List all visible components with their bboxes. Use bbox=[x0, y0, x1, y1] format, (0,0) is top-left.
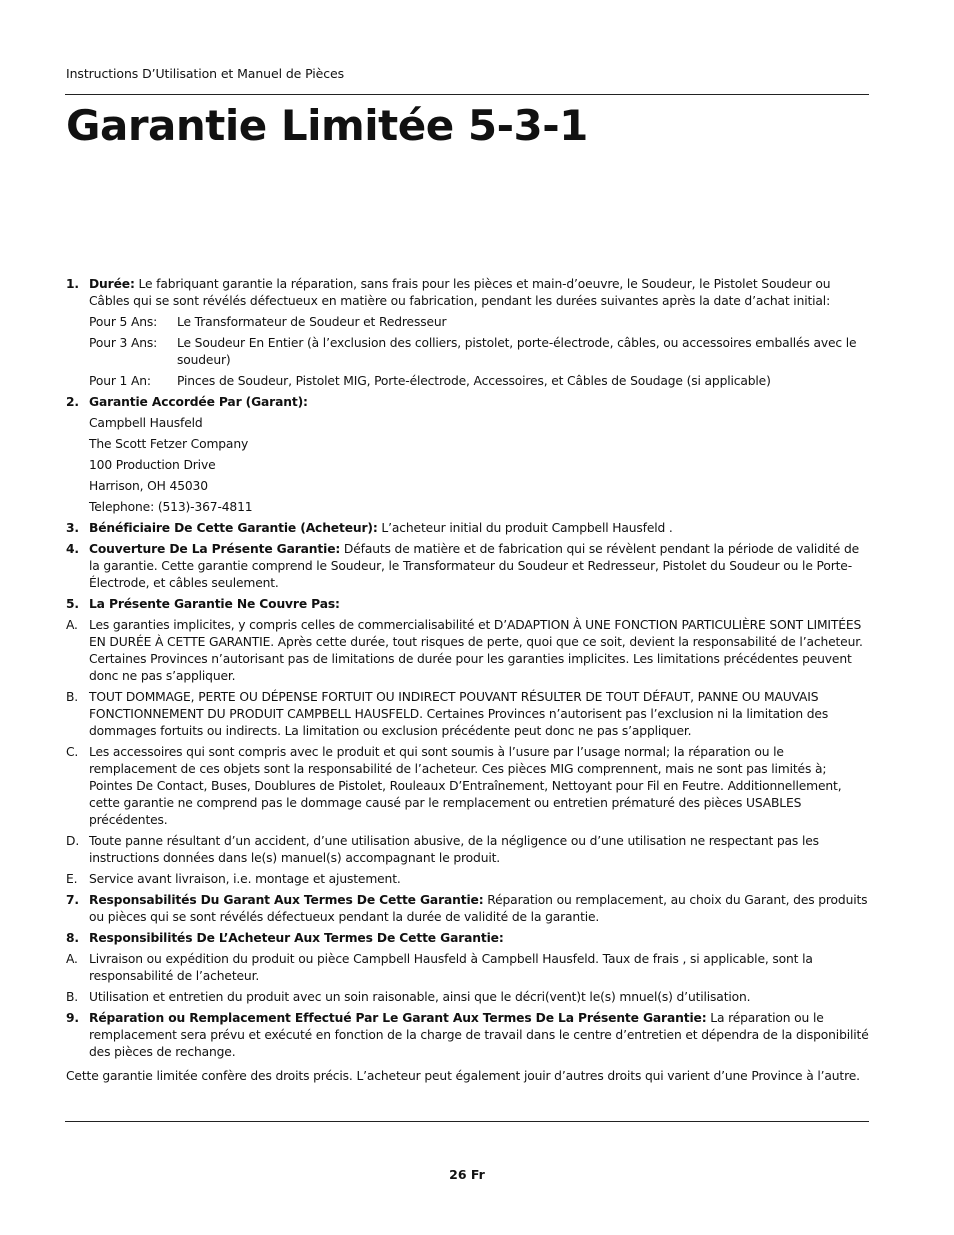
list-text: Service avant livraison, i.e. montage et ajustement. bbox=[89, 872, 401, 886]
list-text: Livraison ou expédition du produit ou pièce Campbell Hausfeld à Campbell Hausfeld. Taux de frais , si applicable, sont la responsabilité de l’acheteur. bbox=[89, 952, 813, 983]
list-letter: B. bbox=[66, 690, 79, 704]
period-row bbox=[89, 335, 872, 369]
list-letter: A. bbox=[66, 952, 78, 966]
section-label: La Présente Garantie Ne Couvre Pas: bbox=[89, 597, 340, 611]
section-label: Responsibilités De L’Acheteur Aux Termes De Cette Garantie: bbox=[89, 931, 504, 945]
period-label: Pour 1 An: bbox=[89, 374, 151, 388]
section-number: 1. bbox=[66, 277, 79, 291]
list-letter: A. bbox=[66, 618, 78, 632]
list-item bbox=[66, 689, 872, 740]
section-number: 3. bbox=[66, 521, 79, 535]
section-exclusions bbox=[66, 596, 872, 613]
list-letter: C. bbox=[66, 745, 79, 759]
section-label: Durée: bbox=[89, 277, 135, 291]
period-row bbox=[89, 373, 872, 390]
section-number: 4. bbox=[66, 542, 79, 556]
address-line: The Scott Fetzer Company bbox=[89, 437, 249, 451]
section-purchaser bbox=[66, 520, 872, 537]
list-text: Utilisation et entretien du produit avec un soin raisonable, ainsi que le décri(vent)t le(s) mnuel(s) d’utilisation. bbox=[89, 990, 751, 1004]
section-repair-timing bbox=[66, 1010, 872, 1061]
running-header: Instructions D’Utilisation et Manuel de Pièces bbox=[66, 66, 345, 81]
section-text: L’acheteur initial du produit Campbell Hausfeld . bbox=[377, 521, 673, 535]
header-rule bbox=[65, 94, 869, 95]
period-value: Le Soudeur En Entier (à l’exclusion des colliers, pistolet, porte-électrode, câbles, ou accessoires emballés avec le soudeur) bbox=[177, 336, 857, 367]
warranty-body bbox=[66, 276, 872, 1086]
section-purchaser-responsibilities bbox=[66, 930, 872, 947]
address-line: 100 Production Drive bbox=[89, 458, 216, 472]
list-item bbox=[66, 833, 872, 867]
list-item bbox=[66, 989, 872, 1006]
section-number: 7. bbox=[66, 893, 79, 907]
section-text: Défauts de matière et de fabrication qui se révèlent pendant la période de validité de la garantie. Cette garantie comprend le Soudeur, le Transformateur du Soudeur et Redresseur, Pistolet du Soudeur ou le Porte-Électrode, et câbles seulement. bbox=[89, 542, 860, 590]
period-row bbox=[89, 314, 872, 331]
list-text: Toute panne résultant d’un accident, d’une utilisation abusive, de la négligence ou d’une utilisation ne respectant pas les instructions données dans le(s) manuel(s) accompagnant le produit. bbox=[89, 834, 819, 865]
list-text: Les garanties implicites, y compris celles de commercialisabilité et D’ADAPTION À UNE FONCTION PARTICULIÈRE SONT LIMITÉES EN DURÉE À CETTE GARANTIE. Après cette durée, tout risques de perte, quoi que ce soit, devient la responsabilité de l’acheteur. Certaines Provinces n’autorisant pas de limitations de durée pour les garanties implicites. Les limitations précédentes peuvent donc ne pas s’appliquer. bbox=[89, 618, 863, 683]
section-text: Réparation ou remplacement, au choix du Garant, des produits ou pièces qui se sont révélés défectueux pendant la durée de validité de la garantie. bbox=[89, 893, 868, 924]
section-number: 8. bbox=[66, 931, 79, 945]
section-warrantor bbox=[66, 394, 872, 411]
list-item bbox=[66, 951, 872, 985]
footer-rule bbox=[65, 1121, 869, 1122]
list-item bbox=[66, 617, 872, 685]
closing-paragraph: Cette garantie limitée confère des droits précis. L’acheteur peut également jouir d’autres droits qui varient d’une Province à l’autre. bbox=[66, 1069, 860, 1083]
address-line: Telephone: (513)-367-4811 bbox=[89, 500, 253, 514]
section-number: 5. bbox=[66, 597, 79, 611]
page-title: Garantie Limitée 5-3-1 bbox=[66, 101, 588, 150]
period-value: Pinces de Soudeur, Pistolet MIG, Porte-électrode, Accessoires, et Câbles de Soudage (si applicable) bbox=[177, 374, 771, 388]
page-number: 26 Fr bbox=[449, 1167, 485, 1182]
list-text: TOUT DOMMAGE, PERTE OU DÉPENSE FORTUIT OU INDIRECT POUVANT RÉSULTER DE TOUT DÉFAUT, PANNE OU MAUVAIS FONCTIONNEMENT DU PRODUIT CAMPBELL HAUSFELD. Certaines Provinces n’autorisent pas l’exclusion ni la limitation des dommages fortuits ou indirects. La limitation ou exclusion précédente peut donc ne pas s’appliquer. bbox=[89, 690, 829, 738]
section-label: Réparation ou Remplacement Effectué Par Le Garant Aux Termes De La Présente Garantie: bbox=[89, 1011, 707, 1025]
list-letter: B. bbox=[66, 990, 79, 1004]
address-line: Campbell Hausfeld bbox=[89, 416, 203, 430]
period-label: Pour 3 Ans: bbox=[89, 336, 158, 350]
list-letter: E. bbox=[66, 872, 78, 886]
section-label: Bénéficiaire De Cette Garantie (Acheteur): bbox=[89, 521, 378, 535]
section-coverage bbox=[66, 541, 872, 592]
list-item bbox=[66, 744, 872, 829]
section-label: Responsabilités Du Garant Aux Termes De Cette Garantie: bbox=[89, 893, 484, 907]
section-number: 2. bbox=[66, 395, 79, 409]
section-label: Couverture De La Présente Garantie: bbox=[89, 542, 341, 556]
list-item bbox=[66, 871, 872, 888]
period-label: Pour 5 Ans: bbox=[89, 315, 158, 329]
list-text: Les accessoires qui sont compris avec le produit et qui sont soumis à l’usure par l’usage normal; la réparation ou le remplacement de ces objets sont la responsabilité de l’acheteur. Ces pièces MIG comprennent, mais ne sont pas limités à; Pointes De Contact, Buses, Doublures de Pistolet, Rouleaux D’Entraînement, Nettoyant pour Fil en Feutre. Additionnellement, cette garantie ne comprend pas le dommage causé par le remplacement ou entretien prématuré des pièces USABLES précédentes. bbox=[89, 745, 842, 827]
section-text: Le fabriquant garantie la réparation, sans frais pour les pièces et main-d’oeuvre, le Soudeur, le Pistolet Soudeur ou Câbles qui se sont révélés défectueux en matière ou fabrication, pendant les durées suivantes après la date d’achat initial: bbox=[89, 277, 831, 308]
period-value: Le Transformateur de Soudeur et Redresseur bbox=[177, 315, 447, 329]
section-duration bbox=[66, 276, 872, 310]
section-warrantor-responsibilities bbox=[66, 892, 872, 926]
section-number: 9. bbox=[66, 1011, 79, 1025]
list-letter: D. bbox=[66, 834, 80, 848]
address-line: Harrison, OH 45030 bbox=[89, 479, 208, 493]
section-text: La réparation ou le remplacement sera prévu et exécuté en fonction de la charge de travail dans le centre d’entretien et dépendra de la disponibilité des pièces de rechange. bbox=[89, 1011, 869, 1059]
section-label: Garantie Accordée Par (Garant): bbox=[89, 395, 308, 409]
